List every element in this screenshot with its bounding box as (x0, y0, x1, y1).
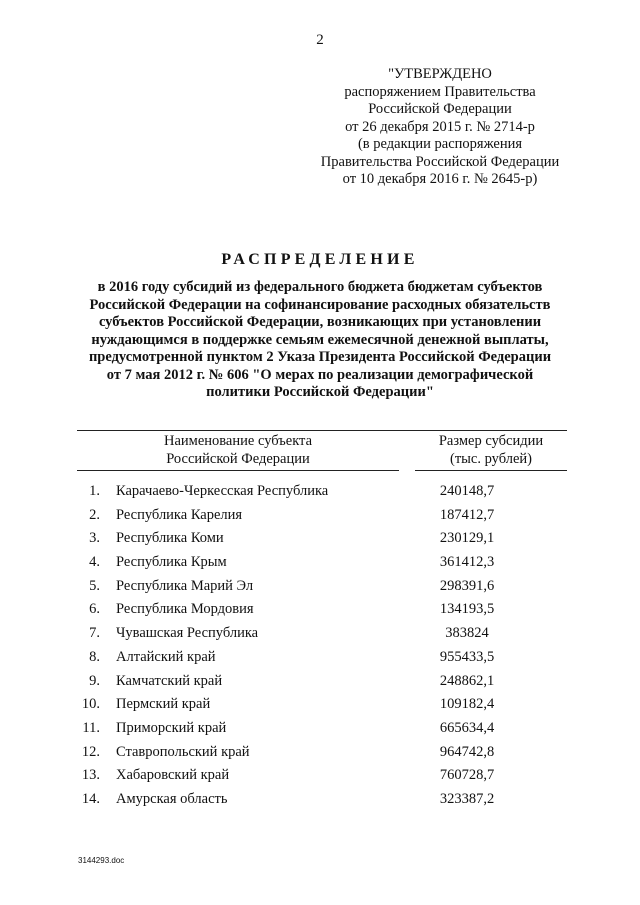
row-subsidy-amount: 964742,8 (439, 743, 495, 760)
row-number: 10. (81, 696, 100, 713)
subtitle-line: нуждающимся в поддержке семьям ежемесячной денежной выплаты, (91, 331, 549, 348)
column-header-line: Размер субсидии (438, 433, 544, 449)
row-subsidy-amount: 187412,7 (439, 506, 495, 523)
row-region-name: Республика Крым (116, 554, 227, 571)
header-top-rule (77, 430, 567, 431)
row-region-name: Камчатский край (116, 672, 223, 689)
document-title: РАСПРЕДЕЛЕНИЕ (221, 251, 419, 268)
table-row (0, 767, 640, 791)
table-row (0, 483, 640, 507)
row-number: 6. (89, 601, 100, 618)
table-row (0, 601, 640, 625)
column-header-amount (415, 433, 567, 468)
row-subsidy-amount: 134193,5 (439, 601, 495, 618)
subtitle-line: от 7 мая 2012 г. № 606 "О мерах по реализации демографической (106, 366, 534, 383)
approval-line: от 26 декабря 2015 г. № 2714-р (345, 118, 535, 135)
approval-line: (в редакции распоряжения (357, 136, 523, 152)
row-number: 14. (81, 790, 100, 807)
footer-file-code: 3144293.doc (78, 856, 125, 865)
approval-line: "УТВЕРЖДЕНО (388, 66, 492, 82)
table-row (0, 744, 640, 768)
row-subsidy-amount: 298391,6 (439, 577, 495, 594)
column-header-line: Наименование субъекта (163, 433, 313, 449)
row-region-name: Хабаровский край (116, 767, 230, 784)
table-row (0, 649, 640, 673)
row-region-name: Республика Марий Эл (116, 577, 254, 594)
header-bottom-rule (415, 470, 567, 471)
row-number: 1. (89, 483, 100, 499)
row-number: 11. (82, 719, 100, 736)
approval-block (300, 66, 580, 189)
table-row (0, 720, 640, 744)
row-number: 12. (81, 743, 100, 760)
header-bottom-rule (77, 470, 399, 471)
row-subsidy-amount: 230129,1 (439, 530, 495, 547)
column-header-line: Российской Федерации (166, 450, 310, 467)
row-number: 5. (89, 577, 100, 594)
row-number: 13. (81, 767, 100, 784)
approval-line: Правительства Российской Федерации (320, 153, 560, 170)
subsidy-table-body (0, 483, 640, 815)
document-subtitle (60, 279, 580, 402)
row-subsidy-amount: 665634,4 (439, 719, 495, 736)
row-subsidy-amount: 248862,1 (439, 672, 495, 689)
approval-line: распоряжением Правительства (344, 83, 536, 100)
row-region-name: Чувашская Республика (116, 625, 259, 642)
table-row (0, 625, 640, 649)
column-header-line: (тыс. рублей) (450, 450, 532, 467)
column-header-region (77, 433, 399, 468)
row-region-name: Амурская область (116, 790, 228, 807)
table-row (0, 507, 640, 531)
table-row (0, 696, 640, 720)
row-number: 8. (89, 648, 100, 665)
subtitle-line: в 2016 году субсидий из федерального бюджета бюджетам субъектов (97, 279, 543, 295)
row-number: 9. (89, 672, 100, 689)
row-number: 3. (89, 530, 100, 547)
row-number: 7. (89, 625, 100, 642)
row-subsidy-amount: 955433,5 (439, 648, 495, 665)
row-region-name: Алтайский край (116, 648, 216, 665)
table-row (0, 578, 640, 602)
row-subsidy-amount: 109182,4 (439, 696, 495, 713)
table-row (0, 554, 640, 578)
row-number: 4. (89, 554, 100, 571)
table-row (0, 673, 640, 697)
row-region-name: Республика Карелия (116, 506, 243, 523)
row-region-name: Ставропольский край (116, 743, 250, 760)
row-number: 2. (89, 506, 100, 523)
row-region-name: Приморский край (116, 719, 227, 736)
row-subsidy-amount: 383824 (445, 625, 489, 642)
subtitle-line: Российской Федерации на софинансирование расходных обязательств (89, 296, 551, 313)
table-header (77, 430, 567, 470)
page-number: 2 (316, 32, 324, 48)
row-region-name: Республика Коми (116, 530, 224, 547)
row-region-name: Пермский край (116, 696, 211, 713)
table-row (0, 791, 640, 815)
row-region-name: Республика Мордовия (116, 601, 254, 618)
subtitle-line: политики Российской Федерации" (206, 384, 434, 400)
row-subsidy-amount: 323387,2 (439, 790, 495, 807)
approval-line: Российской Федерации (368, 101, 512, 117)
row-subsidy-amount: 361412,3 (439, 554, 495, 571)
subtitle-line: субъектов Российской Федерации, возникающих при установлении (98, 314, 542, 330)
row-region-name: Карачаево-Черкесская Республика (116, 483, 329, 499)
subtitle-line: предусмотренной пунктом 2 Указа Президента Российской Федерации (88, 349, 552, 365)
approval-line: от 10 декабря 2016 г. № 2645-р) (342, 171, 538, 187)
row-subsidy-amount: 760728,7 (439, 767, 495, 784)
table-row (0, 530, 640, 554)
row-subsidy-amount: 240148,7 (439, 483, 495, 499)
